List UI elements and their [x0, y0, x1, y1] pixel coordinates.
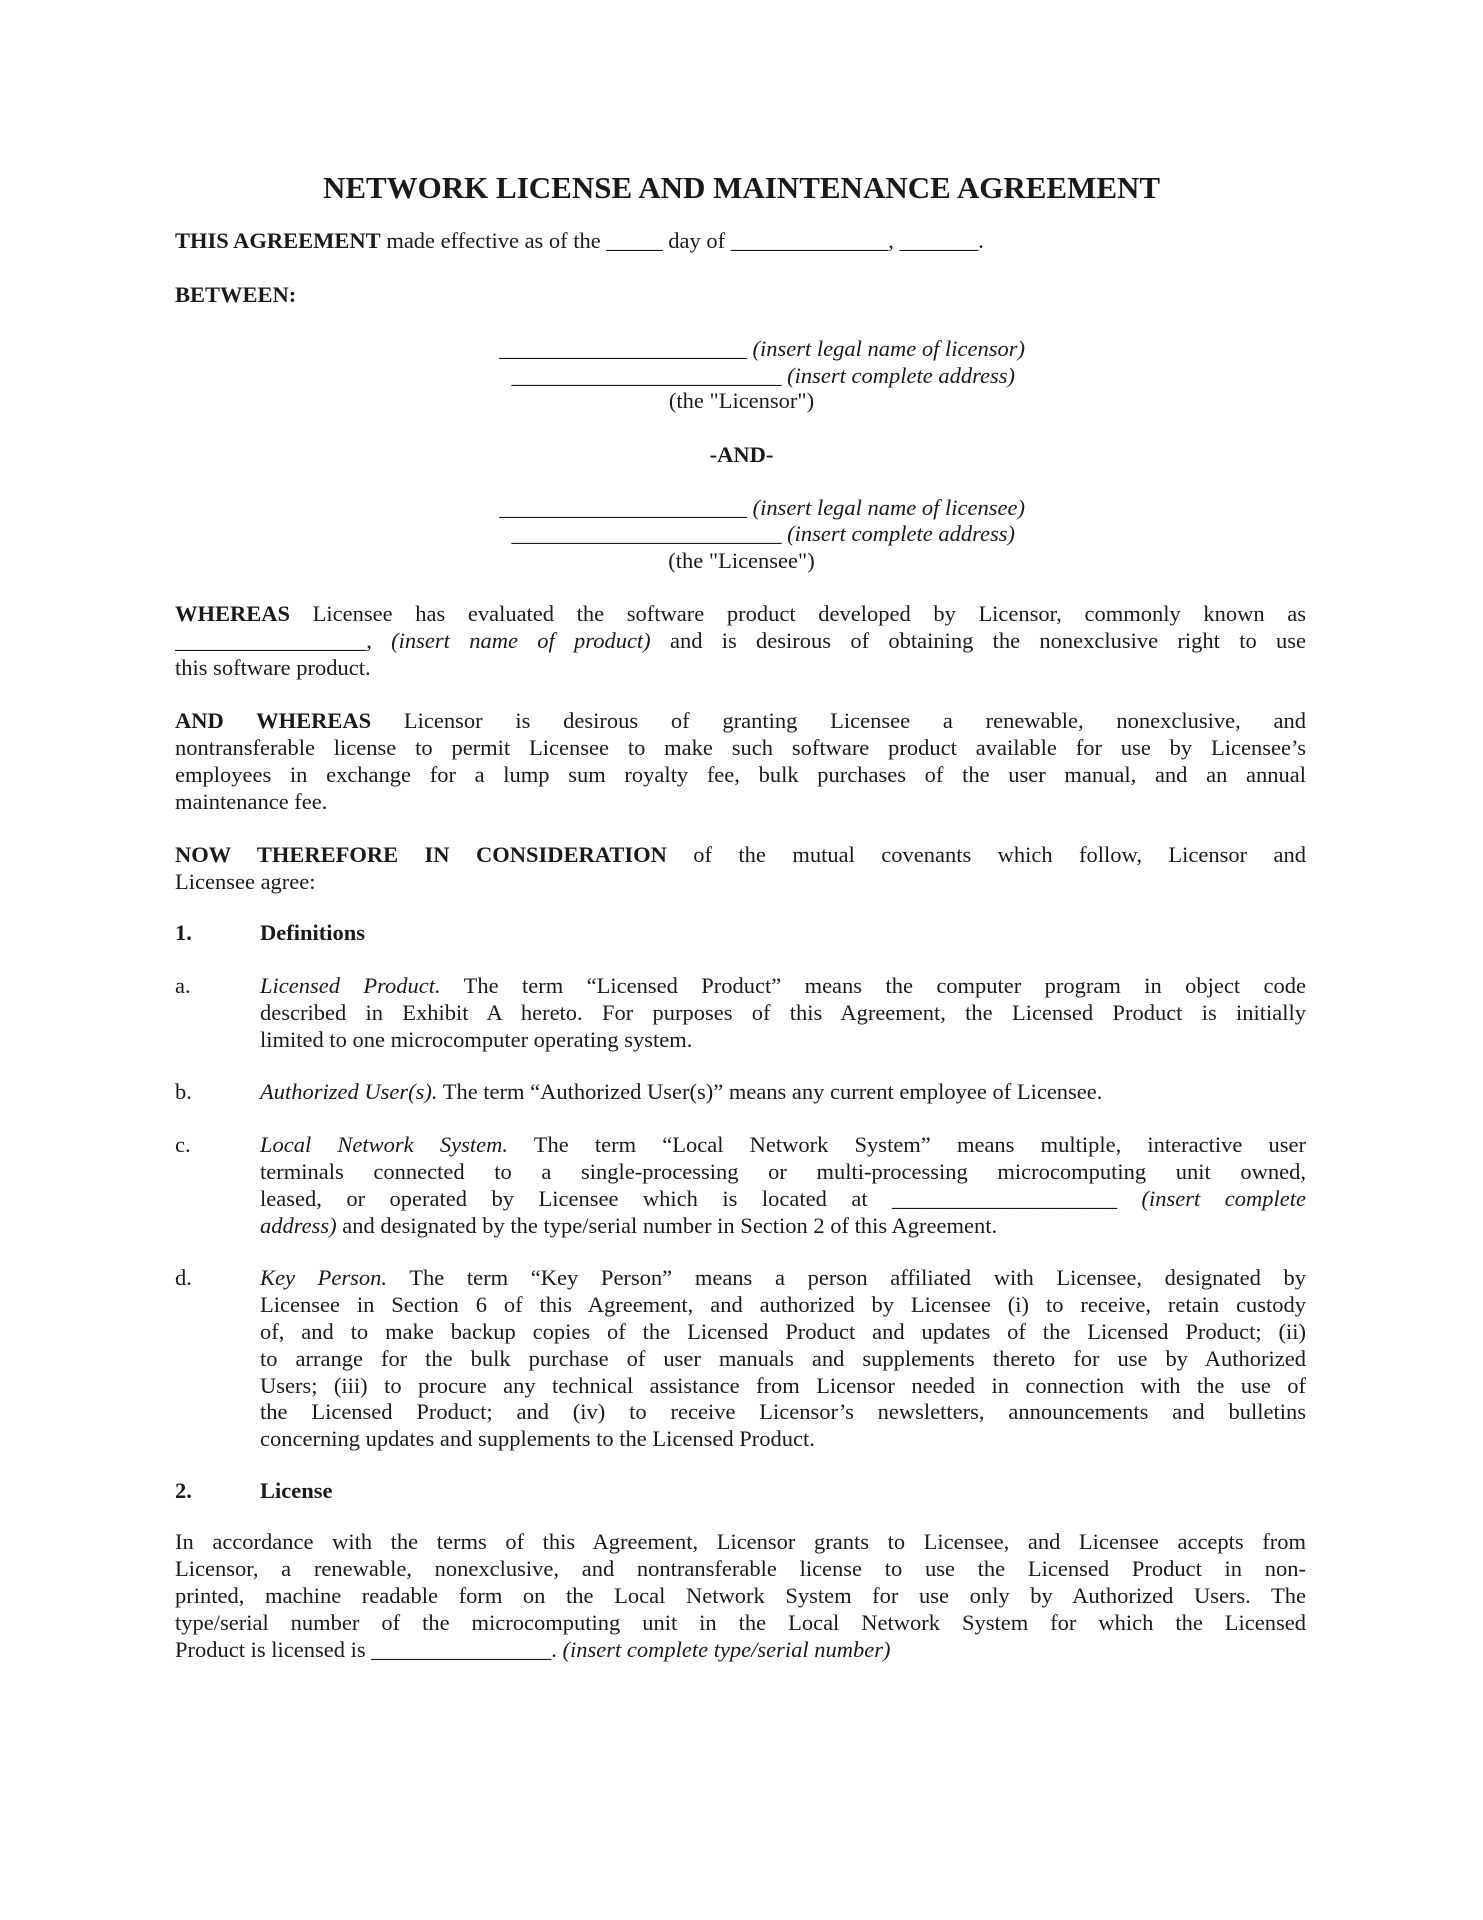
block-item [260, 973, 1306, 1054]
text: nontransferable license to permit Licensee to make such software product available for use by Licensee’s [175, 734, 1306, 760]
block-center [0, 548, 1483, 575]
text: of the mutual covenants which follow, Licensor and [666, 842, 1306, 867]
text-line [175, 1583, 1306, 1610]
text-line [175, 1610, 1306, 1637]
text-line [175, 628, 1306, 655]
text-line [175, 1556, 1306, 1583]
text: The term “Authorized User(s)” means any current employee of Licensee. [437, 1079, 1103, 1104]
text: of, and to make backup copies of the Licensed Product and updates of the Licensed Product; (ii) [260, 1318, 1306, 1344]
instruction-text: address) [260, 1212, 337, 1238]
text: maintenance fee. [175, 788, 328, 814]
text-line [175, 789, 1306, 816]
section-number: b. [175, 1079, 192, 1104]
text: Licensor is desirous of granting Licensee a renewable, nonexclusive, and [371, 708, 1306, 733]
block-item [260, 1079, 1306, 1106]
text-line [260, 1213, 1306, 1240]
text: terminals connected to a single-processing or multi-processing microcomputing unit owned, [260, 1158, 1306, 1184]
text-line [260, 1399, 1306, 1426]
text: Licensee has evaluated the software product developed by Licensor, commonly known as [290, 601, 1306, 626]
text: In accordance with the terms of this Agreement, Licensor grants to Licensee, and Licensee accepts from [175, 1529, 1306, 1554]
text: the Licensed Product; and (iv) to receive Licensor’s newsletters, announcements and bulletins [260, 1399, 1306, 1425]
instruction-text: (insert legal name of licensee) [752, 495, 1025, 520]
block-center [0, 442, 1483, 469]
text: (the "Licensee") [668, 548, 815, 573]
text-line [260, 920, 1306, 947]
instruction-text: Key Person. [260, 1265, 388, 1290]
block-para [175, 1529, 1306, 1663]
text-line [260, 1079, 1306, 1106]
text-line [260, 1027, 1306, 1054]
text-line [260, 1319, 1306, 1346]
text-line [0, 548, 1483, 575]
bold-text: WHEREAS [175, 601, 291, 626]
text-line [175, 282, 1306, 309]
text: Licensee in Section 6 of this Agreement, and authorized by Licensee (i) to receive, retain custody [260, 1291, 1306, 1317]
text: Users; (iii) to procure any technical assistance from Licensor needed in connection with the use of [260, 1372, 1306, 1398]
section-number: d. [175, 1265, 192, 1290]
text-line [260, 1132, 1306, 1159]
text-line [260, 1346, 1306, 1373]
block-para [175, 228, 1306, 255]
text: Licensee agree: [175, 868, 316, 894]
block-heading [260, 920, 1306, 947]
instruction-text: (insert complete address) [787, 363, 1015, 388]
document-title: NETWORK LICENSE AND MAINTENANCE AGREEMENT [322, 170, 1161, 205]
text: type/serial number of the microcomputing unit in the Local Network System for which the Licensed [175, 1609, 1306, 1635]
text-line [175, 735, 1306, 762]
instruction-text: (insert complete address) [787, 521, 1015, 546]
text: concerning updates and supplements to the Licensed Product. [260, 1426, 815, 1452]
text-line [512, 521, 1016, 548]
fill-in-blank: _________________, [175, 627, 392, 653]
block-para [175, 601, 1306, 682]
fill-in-blank: ________________________ [511, 521, 788, 546]
bold-text: THIS AGREEMENT [175, 228, 381, 253]
text-line [260, 1186, 1306, 1213]
text-line [175, 1529, 1306, 1556]
block-center [0, 388, 1483, 415]
text-line [260, 1426, 1306, 1453]
text-line [512, 363, 1016, 390]
block-item [260, 1265, 1306, 1453]
section-number: a. [175, 973, 191, 998]
instruction-text: (insert complete [1141, 1185, 1306, 1211]
block-para [175, 708, 1306, 816]
bold-text: -AND- [709, 442, 774, 467]
bold-text: NOW THEREFORE IN CONSIDERATION [175, 842, 667, 867]
text: described in Exhibit A hereto. For purposes of this Agreement, the Licensed Product is initially [260, 999, 1306, 1025]
text-line [260, 1373, 1306, 1400]
block-right1 [499, 495, 1025, 522]
fill-in-blank: ______________________ [499, 336, 753, 361]
text: The term “Licensed Product” means the computer program in object code [440, 973, 1307, 998]
bold-text: BETWEEN: [175, 282, 297, 307]
text: The term “Local Network System” means multiple, interactive user [507, 1132, 1306, 1157]
block-para [175, 842, 1306, 896]
fill-in-blank: leased, or operated by Licensee which is located at ____________________ [260, 1185, 1142, 1211]
text-line [260, 1292, 1306, 1319]
instruction-text: Licensed Product. [260, 973, 441, 998]
text-line [260, 1000, 1306, 1027]
text-line [175, 708, 1306, 735]
section-number: 2. [175, 1478, 192, 1503]
instruction-text: (insert legal name of licensor) [752, 336, 1025, 361]
bold-text: AND WHEREAS [175, 708, 372, 733]
text: Licensor, a renewable, nonexclusive, and nontransferable license to use the Licensed Product in non- [175, 1555, 1306, 1581]
text: and designated by the type/serial number in Section 2 of this Agreement. [336, 1212, 998, 1238]
instruction-text: (insert complete type/serial number) [562, 1636, 891, 1662]
block-heading [260, 1478, 1306, 1505]
text-line [175, 842, 1306, 869]
bold-text: License [260, 1478, 333, 1503]
text: (the "Licensor") [668, 388, 815, 413]
text: to arrange for the bulk purchase of user manuals and supplements thereto for use by Authorized [260, 1345, 1306, 1371]
block-right2 [512, 521, 1016, 548]
text: limited to one microcomputer operating system. [260, 1026, 693, 1052]
section-number: 1. [175, 920, 192, 945]
instruction-text: Local Network System. [260, 1132, 508, 1157]
text: and is desirous of obtaining the nonexclusive right to use [650, 627, 1307, 653]
fill-in-blank: ________________________ [511, 363, 788, 388]
block-right1 [499, 336, 1025, 363]
block-item [260, 1132, 1306, 1240]
text: employees in exchange for a lump sum royalty fee, bulk purchases of the user manual, and an annual [175, 761, 1306, 787]
text-line [499, 336, 1025, 363]
text-line [260, 1159, 1306, 1186]
text: The term “Key Person” means a person affiliated with Licensee, designated by [387, 1265, 1306, 1290]
text-line [0, 388, 1483, 415]
text-line [175, 1637, 1306, 1664]
block-right2 [512, 363, 1016, 390]
text-line [175, 869, 1306, 896]
fill-in-blank: ______________________ [499, 495, 753, 520]
block-para [175, 282, 1306, 309]
text-line [175, 655, 1306, 682]
section-number: c. [175, 1132, 191, 1157]
fill-in-blank: Product is licensed is ________________. [175, 1636, 563, 1662]
instruction-text: (insert name of product) [391, 627, 651, 653]
instruction-text: Authorized User(s). [260, 1079, 438, 1104]
text: printed, machine readable form on the Local Network System for use only by Authorized Users. The [175, 1582, 1306, 1608]
text-line [175, 601, 1306, 628]
text-line [260, 973, 1306, 1000]
fill-in-blank: made effective as of the _____ day of ______________, _______. [380, 228, 984, 253]
text: this software product. [175, 654, 371, 680]
text-line [175, 762, 1306, 789]
text-line [499, 495, 1025, 522]
text-line [260, 1478, 1306, 1505]
text-line [260, 1265, 1306, 1292]
text-line [0, 442, 1483, 469]
text-line [175, 228, 1306, 255]
bold-text: Definitions [260, 920, 366, 945]
